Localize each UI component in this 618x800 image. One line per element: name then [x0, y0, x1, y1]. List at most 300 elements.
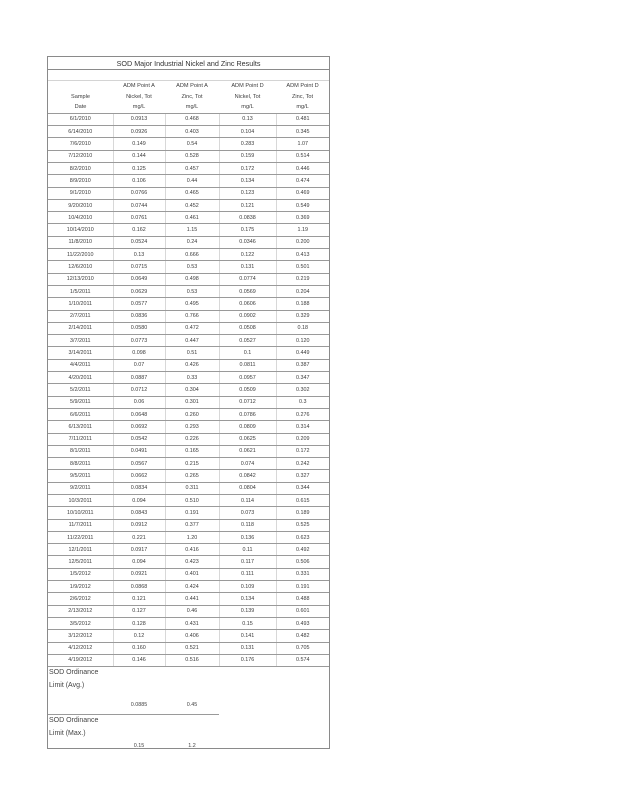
- result-cell: 0.127: [113, 605, 165, 617]
- result-cell: 0.0917: [113, 544, 165, 556]
- result-cell: 0.074: [219, 458, 276, 470]
- result-cell: 0.121: [113, 593, 165, 605]
- header-row-parameter: [48, 92, 329, 103]
- result-cell: 0.501: [276, 261, 329, 273]
- table-row: [48, 298, 329, 310]
- result-cell: 0.0913: [113, 113, 165, 125]
- table-row: [48, 568, 329, 580]
- result-cell: 0.457: [165, 162, 219, 174]
- result-cell: 0.283: [219, 138, 276, 150]
- result-cell: 0.387: [276, 359, 329, 371]
- result-cell: 0.0580: [113, 322, 165, 334]
- sample-date-cell: 12/1/2011: [48, 544, 113, 556]
- result-cell: 0.07: [113, 359, 165, 371]
- result-cell: 0.0542: [113, 433, 165, 445]
- result-cell: 0.525: [276, 519, 329, 531]
- result-cell: 0.134: [219, 593, 276, 605]
- result-cell: 0.347: [276, 372, 329, 384]
- sample-date-cell: 10/4/2010: [48, 212, 113, 224]
- result-cell: 0.15: [219, 617, 276, 629]
- result-cell: 0.51: [165, 347, 219, 359]
- table-title: SOD Major Industrial Nickel and Zinc Results: [48, 57, 329, 70]
- result-cell: 0.53: [165, 261, 219, 273]
- result-cell: 0.0629: [113, 285, 165, 297]
- sample-date-cell: 2/13/2012: [48, 605, 113, 617]
- result-cell: 0.0887: [113, 372, 165, 384]
- result-cell: 0.159: [219, 150, 276, 162]
- result-cell: 0.506: [276, 556, 329, 568]
- table-row: [48, 433, 329, 445]
- result-cell: 0.426: [165, 359, 219, 371]
- result-cell: 0.0766: [113, 187, 165, 199]
- result-cell: 0.149: [113, 138, 165, 150]
- sample-date-cell: 8/2/2010: [48, 162, 113, 174]
- result-cell: 0.0524: [113, 236, 165, 248]
- sample-date-cell: 8/1/2011: [48, 445, 113, 457]
- result-cell: 0.469: [276, 187, 329, 199]
- table-row: [48, 445, 329, 457]
- result-cell: 0.172: [276, 445, 329, 457]
- table-row: [48, 544, 329, 556]
- result-cell: 0.514: [276, 150, 329, 162]
- result-cell: 0.111: [219, 568, 276, 580]
- result-cell: 0.118: [219, 519, 276, 531]
- table-row: [48, 470, 329, 482]
- result-cell: 0.188: [276, 298, 329, 310]
- result-cell: 0.0842: [219, 470, 276, 482]
- result-cell: 0.0773: [113, 335, 165, 347]
- result-cell: 0.493: [276, 617, 329, 629]
- result-cell: 0.0712: [113, 384, 165, 396]
- result-cell: 0.0912: [113, 519, 165, 531]
- header-cell: ADM Point D: [286, 83, 319, 90]
- result-cell: 0.121: [219, 199, 276, 211]
- result-cell: 0.0625: [219, 433, 276, 445]
- result-cell: 0.0508: [219, 322, 276, 334]
- sample-date-cell: 2/7/2011: [48, 310, 113, 322]
- table-row: [48, 421, 329, 433]
- result-cell: 0.406: [165, 630, 219, 642]
- sample-date-cell: 1/5/2011: [48, 285, 113, 297]
- result-cell: 0.293: [165, 421, 219, 433]
- table-row: [48, 359, 329, 371]
- result-cell: 0.209: [276, 433, 329, 445]
- result-cell: 0.11: [219, 544, 276, 556]
- result-cell: 0.0811: [219, 359, 276, 371]
- sample-date-cell: 6/13/2011: [48, 421, 113, 433]
- sample-date-cell: 1/5/2012: [48, 568, 113, 580]
- header-cell: Nickel, Tot: [234, 93, 261, 100]
- result-cell: 0.0774: [219, 273, 276, 285]
- table-row: [48, 494, 329, 506]
- table-row: [48, 273, 329, 285]
- result-cell: 0.073: [219, 507, 276, 519]
- result-cell: 0.0804: [219, 482, 276, 494]
- sample-date-cell: 1/10/2011: [48, 298, 113, 310]
- sample-date-cell: 8/9/2010: [48, 175, 113, 187]
- result-cell: 0.215: [165, 458, 219, 470]
- result-cell: 0.301: [165, 396, 219, 408]
- sample-date-cell: 11/22/2011: [48, 531, 113, 543]
- sample-date-cell: 3/5/2012: [48, 617, 113, 629]
- result-cell: 0.331: [276, 568, 329, 580]
- header-cell: Nickel, Tot: [126, 93, 152, 100]
- result-cell: 0.344: [276, 482, 329, 494]
- header-cell: mg/L: [219, 102, 276, 113]
- table-row: [48, 249, 329, 261]
- result-cell: 0.141: [219, 630, 276, 642]
- header-cell: ADM Point D: [231, 83, 264, 90]
- table-row: [48, 384, 329, 396]
- sample-date-cell: 12/5/2011: [48, 556, 113, 568]
- table-row: [48, 126, 329, 138]
- table-row: [48, 593, 329, 605]
- results-table-sheet: [47, 56, 330, 749]
- table-row: [48, 531, 329, 543]
- sample-date-cell: 4/20/2011: [48, 372, 113, 384]
- result-cell: 0.0621: [219, 445, 276, 457]
- result-cell: 1.07: [276, 138, 329, 150]
- header-cell: ADM Point A: [176, 83, 208, 90]
- result-cell: 0.0606: [219, 298, 276, 310]
- table-row: [48, 458, 329, 470]
- header-cell: mg/L: [165, 102, 219, 113]
- sample-date-cell: 7/6/2010: [48, 138, 113, 150]
- result-cell: 0.0577: [113, 298, 165, 310]
- result-cell: 0.0838: [219, 212, 276, 224]
- result-cell: 0.446: [276, 162, 329, 174]
- result-cell: 0.191: [276, 581, 329, 593]
- sample-date-cell: 6/1/2010: [48, 113, 113, 125]
- result-cell: 0.18: [276, 322, 329, 334]
- result-cell: 0.369: [276, 212, 329, 224]
- result-cell: 0.172: [219, 162, 276, 174]
- result-cell: 0.623: [276, 531, 329, 543]
- result-cell: 0.122: [219, 249, 276, 261]
- result-cell: 0.53: [165, 285, 219, 297]
- result-cell: 0.549: [276, 199, 329, 211]
- title-row: [48, 57, 329, 70]
- result-cell: 0.498: [165, 273, 219, 285]
- result-cell: 0.302: [276, 384, 329, 396]
- result-cell: 0.0926: [113, 126, 165, 138]
- result-cell: 0.0744: [113, 199, 165, 211]
- result-cell: 0.276: [276, 408, 329, 420]
- result-cell: 0.0834: [113, 482, 165, 494]
- header-cell: Zinc, Tot: [181, 93, 203, 100]
- result-cell: 0.461: [165, 212, 219, 224]
- result-cell: 0.131: [219, 261, 276, 273]
- header-row-units: [48, 102, 329, 113]
- result-cell: 0.0836: [113, 310, 165, 322]
- sample-date-cell: 12/13/2010: [48, 273, 113, 285]
- header-cell: Date: [48, 102, 113, 113]
- result-cell: 0.481: [276, 113, 329, 125]
- ordinance-limit-max-row: [48, 715, 329, 756]
- result-cell: 0.0809: [219, 421, 276, 433]
- result-cell: 0.54: [165, 138, 219, 150]
- result-cell: 0.221: [113, 531, 165, 543]
- header-row-location: [48, 81, 329, 92]
- result-cell: 0.0649: [113, 273, 165, 285]
- result-cell: 0.131: [219, 642, 276, 654]
- result-cell: 0.377: [165, 519, 219, 531]
- result-cell: 0.0921: [113, 568, 165, 580]
- result-cell: 0.449: [276, 347, 329, 359]
- result-cell: 0.0692: [113, 421, 165, 433]
- table-row: [48, 396, 329, 408]
- result-cell: 0.416: [165, 544, 219, 556]
- result-cell: 0.423: [165, 556, 219, 568]
- result-cell: 0.120: [276, 335, 329, 347]
- result-cell: 0.146: [113, 654, 165, 666]
- result-cell: 0.162: [113, 224, 165, 236]
- sample-date-cell: 5/2/2011: [48, 384, 113, 396]
- sample-date-cell: 12/6/2010: [48, 261, 113, 273]
- header-cell: Sample: [71, 93, 90, 100]
- header-cell: Zinc, Tot: [292, 93, 314, 100]
- result-cell: 0.574: [276, 654, 329, 666]
- sample-date-cell: 9/2/2011: [48, 482, 113, 494]
- table-row: [48, 162, 329, 174]
- sample-date-cell: 3/12/2012: [48, 630, 113, 642]
- result-cell: 0.0902: [219, 310, 276, 322]
- result-cell: 0.0957: [219, 372, 276, 384]
- result-cell: 1.19: [276, 224, 329, 236]
- table-row: [48, 150, 329, 162]
- header-cell: mg/L: [113, 102, 165, 113]
- sample-date-cell: 10/14/2010: [48, 224, 113, 236]
- result-cell: 0.413: [276, 249, 329, 261]
- table-row: [48, 285, 329, 297]
- table-row: [48, 605, 329, 617]
- table-row: [48, 617, 329, 629]
- result-cell: 0.472: [165, 322, 219, 334]
- result-cell: 0.495: [165, 298, 219, 310]
- limit-value: 0.15: [133, 742, 145, 749]
- result-cell: 0.482: [276, 630, 329, 642]
- result-cell: 0.06: [113, 396, 165, 408]
- table-row: [48, 654, 329, 666]
- result-cell: 0.128: [113, 617, 165, 629]
- table-row: [48, 519, 329, 531]
- result-cell: 0.134: [219, 175, 276, 187]
- table-row: [48, 113, 329, 125]
- result-cell: 1.15: [165, 224, 219, 236]
- result-cell: 0.0712: [219, 396, 276, 408]
- result-cell: 0.468: [165, 113, 219, 125]
- result-cell: 0.666: [165, 249, 219, 261]
- header-cell: mg/L: [276, 102, 329, 113]
- sample-date-cell: 2/6/2012: [48, 593, 113, 605]
- table-row: [48, 199, 329, 211]
- sample-date-cell: 3/7/2011: [48, 335, 113, 347]
- result-cell: 0.516: [165, 654, 219, 666]
- result-cell: 0.0648: [113, 408, 165, 420]
- result-cell: 0.304: [165, 384, 219, 396]
- table-row: [48, 347, 329, 359]
- result-cell: 0.510: [165, 494, 219, 506]
- table-row: [48, 556, 329, 568]
- table-row: [48, 642, 329, 654]
- limit-label: SOD Ordinance Limit (Max.): [49, 717, 99, 737]
- result-cell: 0.175: [219, 224, 276, 236]
- sample-date-cell: 10/3/2011: [48, 494, 113, 506]
- result-cell: 0.226: [165, 433, 219, 445]
- result-cell: 0.601: [276, 605, 329, 617]
- result-cell: 0.13: [219, 113, 276, 125]
- result-cell: 0.521: [165, 642, 219, 654]
- result-cell: 0.403: [165, 126, 219, 138]
- result-cell: 0.0346: [219, 236, 276, 248]
- result-cell: 0.314: [276, 421, 329, 433]
- table-row: [48, 310, 329, 322]
- limit-label: SOD Ordinance Limit (Avg.): [48, 667, 113, 715]
- result-cell: 0.204: [276, 285, 329, 297]
- result-cell: 0.106: [113, 175, 165, 187]
- table-row: [48, 236, 329, 248]
- sample-date-cell: 11/22/2010: [48, 249, 113, 261]
- result-cell: 0.345: [276, 126, 329, 138]
- result-cell: 0.424: [165, 581, 219, 593]
- result-cell: 0.0662: [113, 470, 165, 482]
- limit-value: 1.2: [188, 742, 196, 749]
- sample-date-cell: 11/7/2011: [48, 519, 113, 531]
- sample-date-cell: 1/9/2012: [48, 581, 113, 593]
- table-row: [48, 482, 329, 494]
- result-cell: 0.0868: [113, 581, 165, 593]
- result-cell: 0.0491: [113, 445, 165, 457]
- result-cell: 0.327: [276, 470, 329, 482]
- result-cell: 0.705: [276, 642, 329, 654]
- table-row: [48, 322, 329, 334]
- result-cell: 0.176: [219, 654, 276, 666]
- result-cell: 0.0567: [113, 458, 165, 470]
- result-cell: 0.0509: [219, 384, 276, 396]
- sample-date-cell: 9/5/2011: [48, 470, 113, 482]
- result-cell: 0.1: [219, 347, 276, 359]
- table-row: [48, 212, 329, 224]
- header-cell: ADM Point A: [123, 83, 155, 90]
- table-row: [48, 187, 329, 199]
- result-cell: 0.0569: [219, 285, 276, 297]
- sample-date-cell: 2/14/2011: [48, 322, 113, 334]
- results-table: [48, 57, 329, 755]
- spacer-row: [48, 70, 329, 81]
- result-cell: 0.189: [276, 507, 329, 519]
- result-cell: 1.20: [165, 531, 219, 543]
- result-cell: 0.136: [219, 531, 276, 543]
- result-cell: 0.0786: [219, 408, 276, 420]
- limit-value: 0.45: [165, 667, 219, 715]
- result-cell: 0.44: [165, 175, 219, 187]
- result-cell: 0.094: [113, 494, 165, 506]
- result-cell: 0.615: [276, 494, 329, 506]
- result-cell: 0.24: [165, 236, 219, 248]
- table-row: [48, 224, 329, 236]
- result-cell: 0.0715: [113, 261, 165, 273]
- sample-date-cell: 5/9/2011: [48, 396, 113, 408]
- result-cell: 0.123: [219, 187, 276, 199]
- sample-date-cell: 10/10/2011: [48, 507, 113, 519]
- result-cell: 0.33: [165, 372, 219, 384]
- result-cell: 0.401: [165, 568, 219, 580]
- header-cell: [48, 81, 113, 92]
- ordinance-limit-avg-row: [48, 667, 329, 715]
- result-cell: 0.219: [276, 273, 329, 285]
- result-cell: 0.329: [276, 310, 329, 322]
- result-cell: 0.242: [276, 458, 329, 470]
- result-cell: 0.0527: [219, 335, 276, 347]
- sample-date-cell: 3/14/2011: [48, 347, 113, 359]
- result-cell: 0.160: [113, 642, 165, 654]
- sample-date-cell: 6/14/2010: [48, 126, 113, 138]
- result-cell: 0.528: [165, 150, 219, 162]
- table-row: [48, 335, 329, 347]
- result-cell: 0.165: [165, 445, 219, 457]
- sample-date-cell: 4/19/2012: [48, 654, 113, 666]
- result-cell: 0.431: [165, 617, 219, 629]
- result-cell: 0.144: [113, 150, 165, 162]
- result-cell: 0.474: [276, 175, 329, 187]
- result-cell: 0.492: [276, 544, 329, 556]
- result-cell: 0.465: [165, 187, 219, 199]
- result-cell: 0.311: [165, 482, 219, 494]
- result-cell: 0.098: [113, 347, 165, 359]
- result-cell: 0.109: [219, 581, 276, 593]
- result-cell: 0.139: [219, 605, 276, 617]
- result-cell: 0.0843: [113, 507, 165, 519]
- result-cell: 0.766: [165, 310, 219, 322]
- table-row: [48, 175, 329, 187]
- result-cell: 0.117: [219, 556, 276, 568]
- result-cell: 0.260: [165, 408, 219, 420]
- sample-date-cell: 6/6/2011: [48, 408, 113, 420]
- result-cell: 0.200: [276, 236, 329, 248]
- result-cell: 0.125: [113, 162, 165, 174]
- table-row: [48, 581, 329, 593]
- table-row: [48, 630, 329, 642]
- table-row: [48, 261, 329, 273]
- table-row: [48, 408, 329, 420]
- result-cell: 0.46: [165, 605, 219, 617]
- limit-value: 0.0885: [113, 667, 165, 715]
- table-row: [48, 372, 329, 384]
- result-cell: 0.441: [165, 593, 219, 605]
- result-cell: 0.104: [219, 126, 276, 138]
- sample-date-cell: 8/8/2011: [48, 458, 113, 470]
- result-cell: 0.114: [219, 494, 276, 506]
- table-row: [48, 138, 329, 150]
- result-cell: 0.452: [165, 199, 219, 211]
- sample-date-cell: 4/4/2011: [48, 359, 113, 371]
- table-row: [48, 507, 329, 519]
- result-cell: 0.0761: [113, 212, 165, 224]
- sample-date-cell: 9/1/2010: [48, 187, 113, 199]
- sample-date-cell: 7/11/2011: [48, 433, 113, 445]
- sample-date-cell: 7/12/2010: [48, 150, 113, 162]
- result-cell: 0.191: [165, 507, 219, 519]
- sample-date-cell: 11/8/2010: [48, 236, 113, 248]
- sample-date-cell: 9/20/2010: [48, 199, 113, 211]
- result-cell: 0.12: [113, 630, 165, 642]
- result-cell: 0.3: [276, 396, 329, 408]
- sample-date-cell: 4/12/2012: [48, 642, 113, 654]
- result-cell: 0.13: [113, 249, 165, 261]
- result-cell: 0.265: [165, 470, 219, 482]
- result-cell: 0.488: [276, 593, 329, 605]
- result-cell: 0.094: [113, 556, 165, 568]
